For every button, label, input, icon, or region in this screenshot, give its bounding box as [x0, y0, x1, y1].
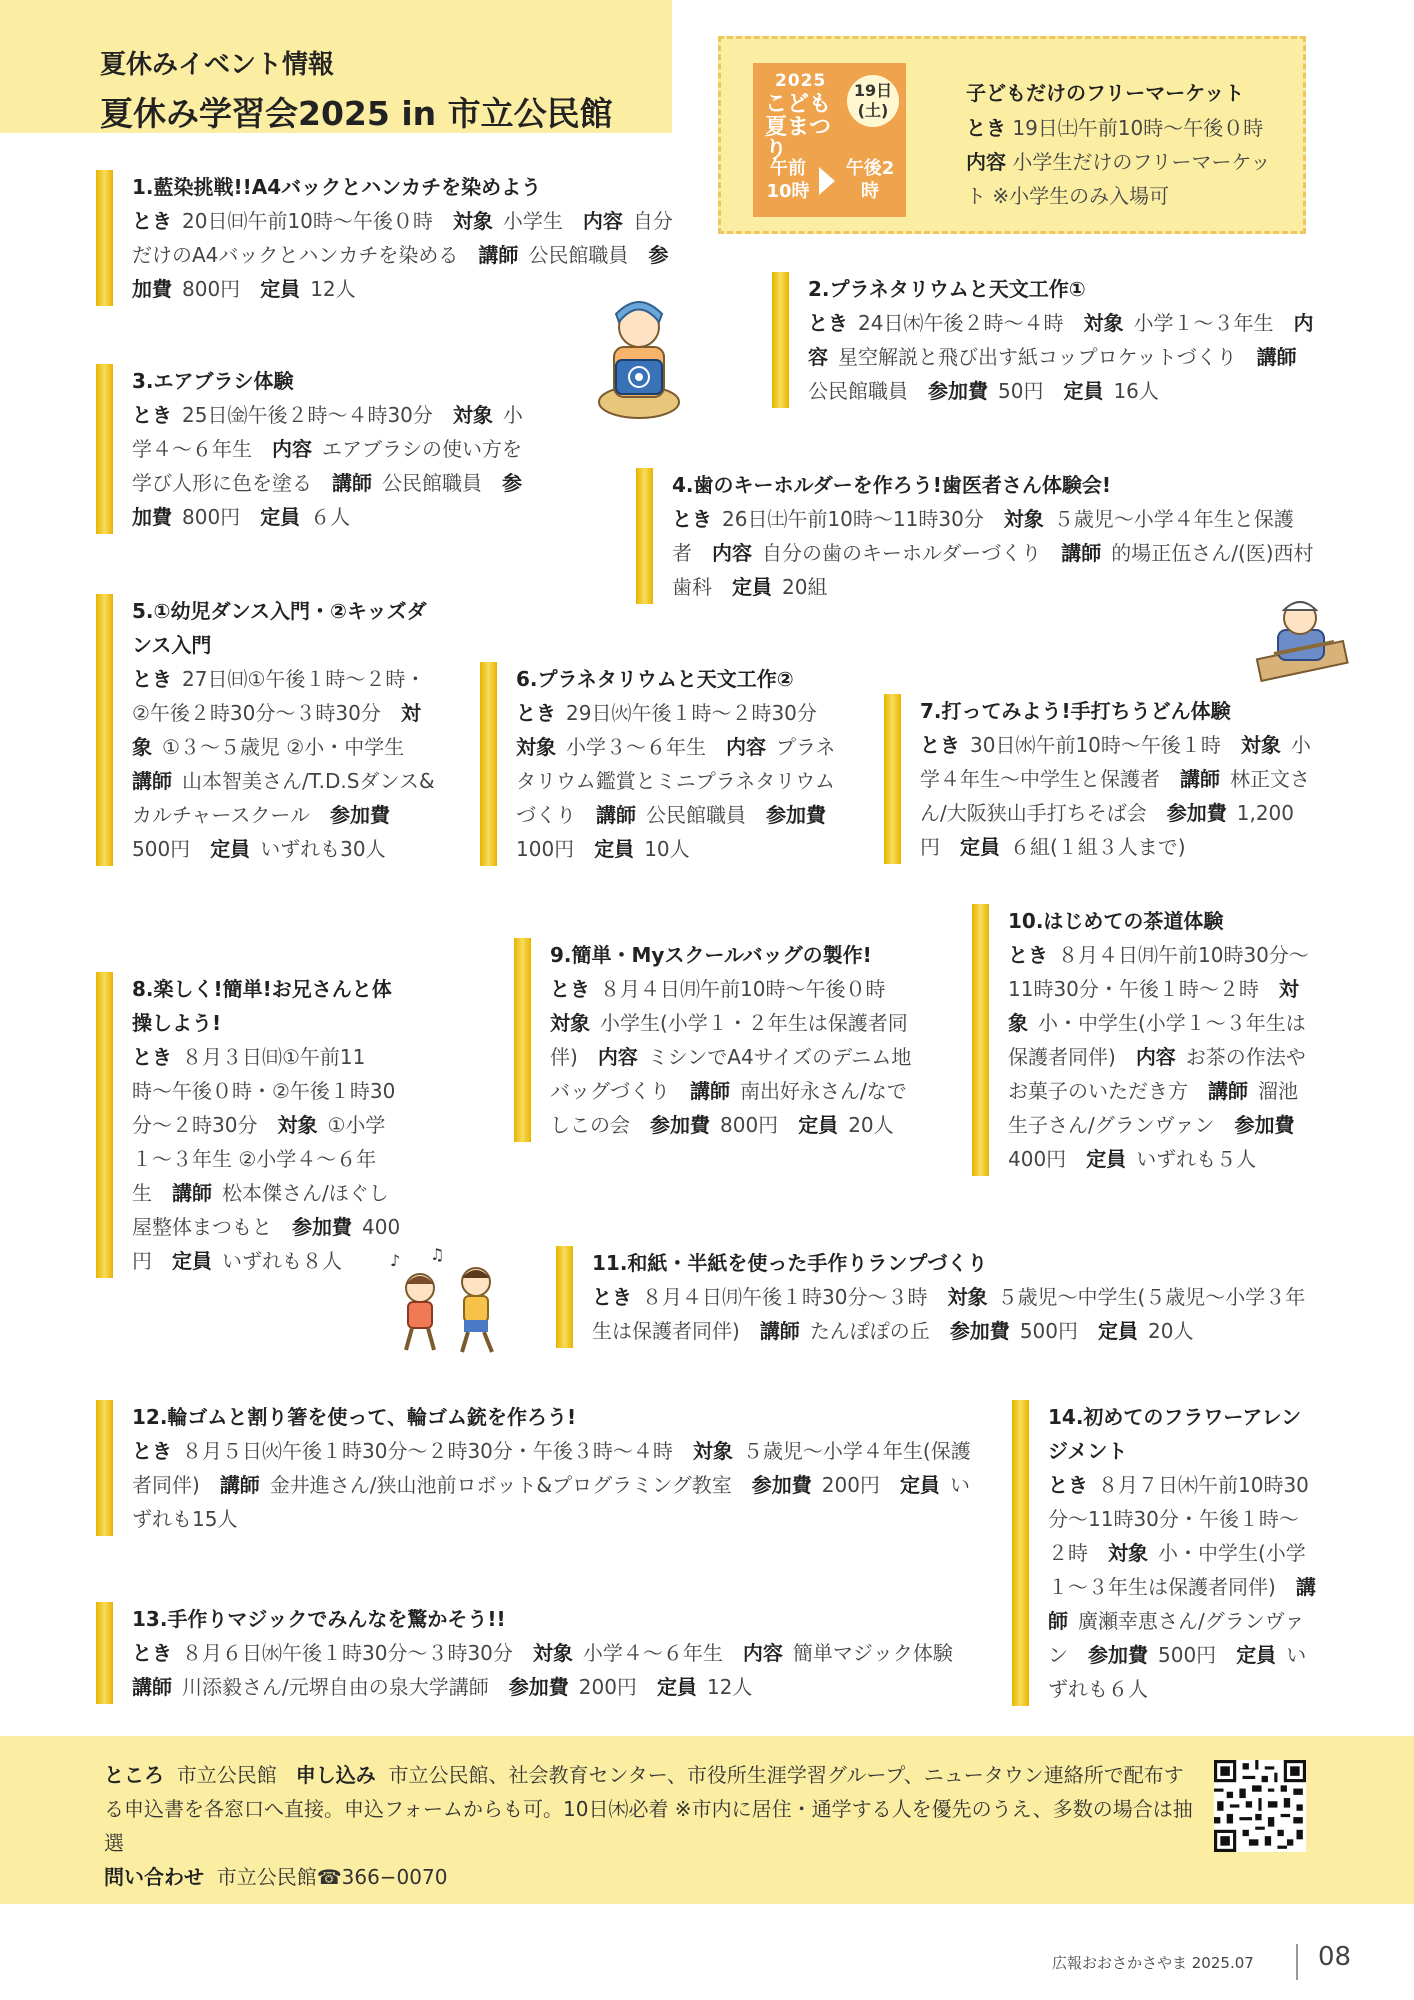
detail-key: 講師	[759, 1319, 800, 1343]
event-7	[884, 694, 1314, 864]
accent-bar	[480, 662, 497, 866]
detail-key: 定員	[899, 1473, 940, 1497]
detail-value: 800円	[182, 505, 241, 529]
detail-key: 講師	[132, 769, 172, 793]
event-content	[592, 1246, 1316, 1348]
detail-value: 400円	[1008, 1147, 1067, 1171]
detail-value: ８月７日㈭午前10時30分〜11時30分・午後１時〜２時	[1048, 1473, 1309, 1565]
event-content	[808, 272, 1322, 408]
detail-value: 24日㈭午後２時〜４時	[858, 311, 1064, 335]
accent-bar	[556, 1246, 573, 1348]
event-13	[96, 1602, 976, 1704]
place-value: 市立公民館	[176, 1763, 277, 1787]
detail-key: 講師	[172, 1181, 212, 1205]
detail-value: ５歳児〜中学生(５歳児〜小学３年生は保護者同伴)	[592, 1285, 1306, 1343]
accent-bar	[96, 1602, 113, 1704]
detail-key: 対象	[1083, 311, 1124, 335]
detail-key: とき	[516, 701, 556, 725]
festival-badge	[753, 63, 906, 217]
detail-value: 自分だけのA4バックとハンカチを染める	[132, 209, 673, 267]
detail-key: 講師	[132, 1675, 172, 1699]
event-title: 6.プラネタリウムと天文工作②	[516, 667, 794, 691]
detail-value: ①３〜５歳児 ②小・中学生	[162, 735, 405, 759]
detail-key: とき	[132, 403, 172, 427]
event-title: 14.初めてのフラワーアレンジメント	[1048, 1405, 1302, 1463]
detail-key: 対象	[550, 1011, 590, 1035]
event-title: 11.和紙・半紙を使った手作りランプづくり	[592, 1251, 988, 1275]
detail-value: 溜池生子さん/グランヴァン	[1008, 1079, 1298, 1137]
detail-value: 小学４〜６年生	[132, 403, 523, 461]
detail-key: 講師	[1061, 541, 1102, 565]
detail-key: 参加費	[928, 379, 988, 403]
page-number: 08	[1318, 1942, 1352, 1972]
detail-value: 10人	[644, 837, 690, 861]
event-details	[132, 1434, 976, 1536]
detail-key: 内容	[582, 209, 623, 233]
detail-value: 25日㈮午後２時〜４時30分	[182, 403, 433, 427]
detail-key: 内容	[1135, 1045, 1176, 1069]
accent-bar	[636, 468, 653, 604]
detail-key: 参加費	[650, 1113, 710, 1137]
detail-key: 講師	[596, 803, 636, 827]
detail-value: いずれも５人	[1136, 1147, 1257, 1171]
detail-value: 川添毅さん/元堺自由の泉大学講師	[182, 1675, 489, 1699]
festival-end-time: 午後2時	[845, 158, 895, 202]
detail-value: ミシンでA4サイズのデニム地バッグづくり	[550, 1045, 912, 1103]
accent-bar	[96, 170, 113, 306]
detail-key: 参加費	[132, 243, 669, 301]
detail-value: 小学４年生〜中学生と保護者	[920, 733, 1311, 791]
detail-key: 定員	[260, 505, 301, 529]
detail-key: とき	[592, 1285, 632, 1309]
event-details	[592, 1280, 1316, 1348]
detail-value: 30日㈬午前10時〜午後１時	[970, 733, 1221, 757]
detail-value: ①小学１〜３年生 ②小学４〜６年生	[132, 1113, 386, 1205]
event-8	[96, 972, 404, 1278]
event-content	[1008, 904, 1314, 1176]
event-content	[920, 694, 1314, 864]
detail-value: ５歳児〜小学４年生(保護者同伴)	[132, 1439, 971, 1497]
detail-value: ６組(１組３人まで)	[1010, 835, 1186, 859]
detail-value: 公民館職員	[808, 379, 908, 403]
event-details	[672, 502, 1316, 604]
event-2	[772, 272, 1322, 408]
detail-value: 小学生(小学１・２年生は保護者同伴)	[550, 1011, 908, 1069]
detail-value: 小学生	[502, 209, 563, 233]
detail-value: 20人	[848, 1113, 894, 1137]
event-title: 3.エアブラシ体験	[132, 369, 294, 393]
footer-divider	[1296, 1944, 1298, 1980]
detail-value: 200円	[578, 1675, 637, 1699]
detail-key: 講師	[1180, 767, 1220, 791]
detail-key: 内容	[272, 437, 312, 461]
event-title: 7.打ってみよう!手打ちうどん体験	[920, 699, 1231, 723]
detail-key: とき	[132, 1641, 172, 1665]
detail-value: ８月３日㈰①午前11時〜午後０時・②午後１時30分〜２時30分	[132, 1045, 396, 1137]
detail-value: 山本智美さん/T.D.Sダンス&カルチャースクール	[132, 769, 435, 827]
event-content	[550, 938, 914, 1142]
detail-key: 参加費	[132, 471, 522, 529]
contact-label: 問い合わせ	[104, 1865, 204, 1889]
detail-value: 500円	[1158, 1643, 1217, 1667]
detail-value: ５歳児〜小学４年生と保護者	[672, 507, 1294, 565]
detail-key: 対象	[692, 1439, 733, 1463]
detail-value: 27日㈰①午後１時〜２時・②午後２時30分〜３時30分	[132, 667, 426, 725]
detail-key: 講師	[219, 1473, 260, 1497]
svg-text:♫: ♫	[430, 1246, 445, 1264]
event-details	[550, 972, 914, 1142]
detail-value: 小・中学生(小学１〜３年生は保護者同伴)	[1008, 1011, 1306, 1069]
detail-key: 定員	[1236, 1643, 1277, 1667]
detail-value: 小学３〜６年生	[566, 735, 706, 759]
detail-key: 講師	[1048, 1575, 1316, 1633]
detail-value: 廣瀬幸恵さん/グランヴァン	[1048, 1609, 1305, 1667]
detail-value: エアブラシの使い方を学び人形に色を塗る	[132, 437, 522, 495]
detail-value: 500円	[1019, 1319, 1078, 1343]
detail-value: 400円	[132, 1215, 401, 1273]
detail-value: いずれも６人	[1048, 1643, 1307, 1701]
detail-key: 講師	[332, 471, 372, 495]
detail-value: ８月４日㈪午前10時〜午後０時	[600, 977, 886, 1001]
accent-bar	[514, 938, 531, 1142]
event-content	[132, 594, 436, 866]
accent-bar	[884, 694, 901, 864]
event-details	[132, 1636, 976, 1704]
page-title: 夏休み学習会2025 in 市立公民館	[100, 94, 613, 133]
detail-value: 800円	[720, 1113, 779, 1137]
accent-bar	[1012, 1400, 1029, 1706]
event-content	[132, 1400, 976, 1536]
event-4	[636, 468, 1316, 604]
event-title: 10.はじめての茶道体験	[1008, 909, 1224, 933]
detail-value: 的場正伍さん/(医)西村歯科	[672, 541, 1314, 599]
event-content	[132, 1602, 976, 1704]
detail-value: 12人	[706, 1675, 753, 1699]
detail-key: 定員	[1063, 379, 1104, 403]
detail-key: 参加費	[1088, 1643, 1148, 1667]
detail-key: 講師	[478, 243, 519, 267]
detail-value: 小・中学生(小学１〜３年生は保護者同伴)	[1048, 1541, 1306, 1599]
detail-key: 定員	[798, 1113, 839, 1137]
event-details	[920, 728, 1314, 864]
detail-value: 200円	[821, 1473, 880, 1497]
apply-label: 申し込み	[295, 1763, 376, 1787]
detail-value: 公民館職員	[646, 803, 746, 827]
festival-name	[765, 93, 841, 162]
detail-key: 対象	[277, 1113, 318, 1137]
detail-key: 講師	[1256, 345, 1297, 369]
detail-value: 1,200円	[920, 801, 1295, 859]
info-text	[104, 1758, 1194, 1894]
event-title: 12.輪ゴムと割り箸を使って、輪ゴム銃を作ろう!	[132, 1405, 577, 1429]
event-14	[1012, 1400, 1316, 1706]
detail-key: 参加費	[508, 1675, 569, 1699]
detail-value: 自分の歯のキーホルダーづくり	[762, 541, 1042, 565]
festival-date: 19日(土)	[847, 75, 899, 127]
detail-key: 参加費	[1166, 801, 1227, 825]
detail-key: 定員	[594, 837, 635, 861]
detail-key: とき	[920, 733, 960, 757]
apply-value: 市立公民館、社会教育センター、市役所生涯学習グループ、ニュータウン連絡所で配布する申込書を各窓口へ直接。申込フォームからも可。10日㈭必着 ※市内に居住・通学する人を優先のうえ、多数の場合は抽選	[104, 1763, 1193, 1855]
detail-value: 林正文さん/大阪狭山手打ちそば会	[920, 767, 1310, 825]
detail-value: 公民館職員	[528, 243, 629, 267]
detail-value: 南出好永さん/なでしこの会	[550, 1079, 907, 1137]
detail-value: 20日㈰午前10時〜午後０時	[182, 209, 433, 233]
detail-value: 26日㈯午前10時〜11時30分	[722, 507, 984, 531]
event-title: 5.①幼児ダンス入門・②キッズダンス入門	[132, 599, 427, 657]
detail-value: いずれも15人	[132, 1473, 970, 1531]
detail-key: とき	[1048, 1473, 1088, 1497]
dyeing-person-illustration	[594, 292, 684, 422]
detail-key: 内容	[726, 735, 766, 759]
event-content	[672, 468, 1316, 604]
detail-key: とき	[132, 1439, 172, 1463]
detail-value: お茶の作法やお菓子のいただき方	[1008, 1045, 1306, 1103]
qr-code-icon[interactable]	[1214, 1760, 1306, 1852]
event-1	[96, 170, 680, 306]
detail-value: 20人	[1148, 1319, 1194, 1343]
event-details	[1008, 938, 1314, 1176]
event-details	[132, 398, 526, 534]
festival-year: 2025	[775, 71, 827, 91]
event-details	[132, 1040, 404, 1278]
detail-key: 参加費	[751, 1473, 812, 1497]
accent-bar	[96, 364, 113, 534]
event-content	[516, 662, 840, 866]
detail-value: ６人	[310, 505, 351, 529]
detail-value: 小学４〜６年生	[582, 1641, 723, 1665]
detail-key: 参加費	[949, 1319, 1010, 1343]
detail-value: 20組	[782, 575, 828, 599]
event-12	[96, 1400, 976, 1536]
accent-bar	[772, 272, 789, 408]
detail-value: 小学１〜３年生	[1133, 311, 1274, 335]
feature-time: 19日㈯午前10時〜午後０時	[1006, 116, 1264, 140]
event-content	[132, 170, 680, 306]
accent-bar	[972, 904, 989, 1176]
detail-key: 講師	[1208, 1079, 1248, 1103]
event-title: 1.藍染挑戦!!A4バックとハンカチを染めよう	[132, 175, 542, 199]
detail-key: 定員	[172, 1249, 212, 1273]
header-subtitle: 夏休みイベント情報	[100, 50, 335, 80]
event-title: 9.簡単・Myスクールバッグの製作!	[550, 943, 872, 967]
feature-title: 子どもだけのフリーマーケット	[966, 81, 1245, 105]
event-title: 2.プラネタリウムと天文工作①	[808, 277, 1086, 301]
detail-key: 内容	[742, 1641, 783, 1665]
detail-key: 対象	[1240, 733, 1281, 757]
detail-key: 内容	[597, 1045, 638, 1069]
accent-bar	[96, 1400, 113, 1536]
detail-value: プラネタリウム鑑賞とミニプラネタリウムづくり	[516, 735, 836, 827]
info-band	[0, 1736, 1414, 1904]
event-details	[808, 306, 1322, 408]
detail-key: 参加費	[292, 1215, 352, 1239]
detail-value: いずれも30人	[260, 837, 386, 861]
detail-key: 対象	[532, 1641, 573, 1665]
event-3	[96, 364, 526, 534]
detail-key: 定員	[656, 1675, 697, 1699]
event-9	[514, 938, 914, 1142]
detail-value: 松本傑さん/ほぐし屋整体まつもと	[132, 1181, 389, 1239]
detail-key: とき	[808, 311, 848, 335]
event-5	[96, 594, 436, 866]
detail-key: 内容	[808, 311, 1314, 369]
publication-name: 広報おおさかさやま 2025.07	[1052, 1954, 1254, 1972]
detail-value: 金井進さん/狭山池前ロボット&プログラミング教室	[269, 1473, 732, 1497]
arrow-right-icon	[819, 167, 835, 195]
detail-value: 500円	[132, 837, 191, 861]
detail-key: 講師	[690, 1079, 730, 1103]
event-10	[972, 904, 1314, 1176]
contact-value: 市立公民館☎366−0070	[216, 1865, 448, 1889]
festival-start-time: 午前10時	[766, 158, 810, 202]
detail-value: 公民館職員	[382, 471, 482, 495]
detail-value: 12人	[310, 277, 356, 301]
detail-key: とき	[132, 667, 172, 691]
feature-key-time: とき	[966, 116, 1006, 140]
detail-key: 対象	[452, 403, 493, 427]
event-6	[480, 662, 840, 866]
detail-value: ８月５日㈫午後１時30分〜２時30分・午後３時〜４時	[182, 1439, 673, 1463]
event-details	[516, 696, 840, 866]
event-title: 4.歯のキーホルダーを作ろう!歯医者さん体験会!	[672, 473, 1111, 497]
detail-value: ８月４日㈪午後１時30分〜３時	[642, 1285, 928, 1309]
detail-key: とき	[132, 1045, 172, 1069]
detail-key: 参加費	[1234, 1113, 1295, 1137]
detail-value: 50円	[998, 379, 1044, 403]
detail-value: たんぽぽの丘	[809, 1319, 930, 1343]
feature-box	[718, 36, 1306, 234]
detail-key: 対象	[1003, 507, 1044, 531]
detail-key: 定員	[960, 835, 1000, 859]
detail-key: 対象	[1108, 1541, 1148, 1565]
feature-body	[966, 111, 1288, 213]
detail-key: 参加費	[330, 803, 390, 827]
event-details	[132, 204, 680, 306]
detail-key: 対象	[1008, 977, 1299, 1035]
accent-bar	[96, 972, 113, 1278]
accent-bar	[96, 594, 113, 866]
dancing-kids-illustration	[380, 1246, 520, 1356]
detail-key: とき	[672, 507, 712, 531]
detail-key: とき	[550, 977, 590, 1001]
festival-name-text: こども夏まつり	[765, 92, 832, 163]
feature-content: 小学生だけのフリーマーケット ※小学生のみ入場可	[966, 150, 1271, 208]
udon-chef-illustration	[1254, 590, 1350, 690]
event-content	[132, 364, 526, 534]
detail-key: 参加費	[766, 803, 826, 827]
detail-value: 簡単マジック体験	[792, 1641, 953, 1665]
detail-key: 内容	[712, 541, 752, 565]
event-content	[132, 972, 404, 1278]
detail-value: 29日㈫午後１時〜２時30分	[566, 701, 817, 725]
feature-key-content: 内容	[966, 150, 1006, 174]
event-content	[1048, 1400, 1316, 1706]
detail-key: 対象	[516, 735, 556, 759]
detail-key: 定員	[1098, 1319, 1138, 1343]
detail-key: 定員	[260, 277, 301, 301]
detail-key: 定員	[210, 837, 251, 861]
detail-value: 800円	[182, 277, 241, 301]
detail-key: 定員	[1086, 1147, 1127, 1171]
detail-key: 定員	[732, 575, 772, 599]
detail-value: ８月４日㈪午前10時30分〜11時30分・午後１時〜２時	[1008, 943, 1309, 1001]
place-label: ところ	[104, 1763, 164, 1787]
detail-value: 100円	[516, 837, 575, 861]
detail-value: いずれも８人	[222, 1249, 342, 1273]
event-details	[132, 662, 436, 866]
detail-key: とき	[132, 209, 172, 233]
event-details	[1048, 1468, 1316, 1706]
detail-value: 16人	[1113, 379, 1159, 403]
event-title: 8.楽しく!簡単!お兄さんと体操しよう!	[132, 977, 392, 1035]
event-11	[556, 1246, 1316, 1348]
detail-key: 対象	[452, 209, 493, 233]
detail-key: とき	[1008, 943, 1048, 967]
detail-value: 星空解説と飛び出す紙コップロケットづくり	[838, 345, 1237, 369]
detail-key: 対象	[947, 1285, 988, 1309]
svg-text:♪: ♪	[390, 1251, 401, 1270]
detail-key: 対象	[132, 701, 421, 759]
detail-value: ８月６日㈬午後１時30分〜３時30分	[182, 1641, 513, 1665]
event-title: 13.手作りマジックでみんなを驚かそう!!	[132, 1607, 506, 1631]
